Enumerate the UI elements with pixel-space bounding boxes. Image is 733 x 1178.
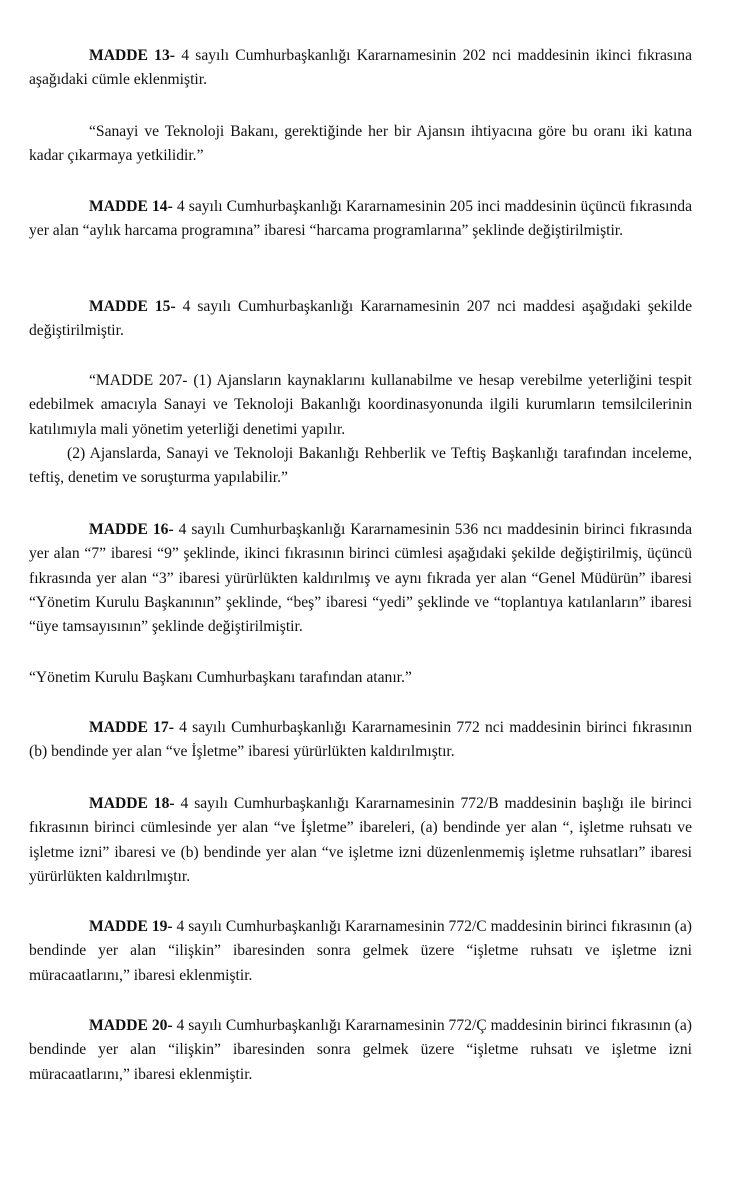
quote-text: “Sanayi ve Teknoloji Bakanı, gerektiğinde her bir Ajansın ihtiyacına göre bu oranı iki katına kadar çıkarmaya yetkilidir.” [29, 123, 692, 165]
article-14 [29, 195, 692, 244]
article-label: MADDE 13- [89, 47, 175, 64]
article-text: 4 sayılı Cumhurbaşkanlığı Kararnamesinin 205 inci maddesinin üçüncü fıkrasında yer alan “aylık harcama programına” ibaresi “harcama programlarına” şeklinde değiştirilmiştir. [29, 198, 692, 240]
article-text: 4 sayılı Cumhurbaşkanlığı Kararnamesinin 772/C maddesinin birinci fıkrasının (a) bendinde yer alan “ilişkin” ibaresinden sonra gelmek üzere “işletme ruhsatı ve işletme izni müracaatlarını,” ibaresi eklenmiştir. [29, 918, 692, 984]
article-text: 4 sayılı Cumhurbaşkanlığı Kararnamesinin 202 nci maddesinin ikinci fıkrasına aşağıdaki cümle eklenmiştir. [29, 47, 692, 89]
article-17 [29, 716, 692, 765]
article-label: MADDE 19- [89, 918, 173, 935]
article-label: MADDE 20- [89, 1017, 173, 1034]
article-16 [29, 518, 692, 639]
article-label: MADDE 15- [89, 298, 176, 315]
article-text: 4 sayılı Cumhurbaşkanlığı Kararnamesinin 207 nci maddesi aşağıdaki şekilde değiştirilmiştir. [29, 298, 692, 340]
quote-paragraph-1: “MADDE 207- (1) Ajansların kaynaklarını kullanabilme ve hesap verebilme yeterliğini tespit edebilmek amacıyla Sanayi ve Teknoloji Bakanlığı koordinasyonunda ilgili kurumların temsilcilerinin katılımıyla mali yönetim yeterliği denetimi yapılır. [29, 372, 692, 438]
article-19 [29, 915, 692, 988]
quote-16 [29, 666, 692, 690]
article-label: MADDE 18- [89, 795, 175, 812]
article-18 [29, 792, 692, 889]
article-text: 4 sayılı Cumhurbaşkanlığı Kararnamesinin 772 nci maddesinin birinci fıkrasının (b) bendinde yer alan “ve İşletme” ibaresi yürürlükten kaldırılmıştır. [29, 719, 692, 761]
article-13 [29, 44, 692, 93]
article-label: MADDE 14- [89, 198, 173, 215]
quote-13 [29, 120, 692, 169]
quote-paragraph-2: (2) Ajanslarda, Sanayi ve Teknoloji Bakanlığı Rehberlik ve Teftiş Başkanlığı tarafından inceleme, teftiş, denetim ve soruşturma yapılabilir.” [29, 444, 692, 487]
quote-15 [29, 369, 692, 490]
article-label: MADDE 17- [89, 719, 174, 736]
article-15 [29, 295, 692, 344]
article-label: MADDE 16- [89, 521, 174, 538]
quote-text: “Yönetim Kurulu Başkanı Cumhurbaşkanı tarafından atanır.” [29, 669, 412, 686]
article-text: 4 sayılı Cumhurbaşkanlığı Kararnamesinin 772/Ç maddesinin birinci fıkrasının (a) bendinde yer alan “ilişkin” ibaresinden sonra gelmek üzere “işletme ruhsatı ve işletme izni müracaatlarını,” ibaresi eklenmiştir. [29, 1017, 692, 1083]
article-20 [29, 1014, 692, 1087]
article-text: 4 sayılı Cumhurbaşkanlığı Kararnamesinin 536 ncı maddesinin birinci fıkrasında yer alan “7” ibaresi “9” şeklinde, ikinci fıkrasının birinci cümlesi aşağıdaki şekilde değiştirilmiş, üçüncü fıkrasında yer alan “3” ibaresi yürürlükten kaldırılmış ve aynı fıkrada yer alan “Genel Müdürün” ibaresi “Yönetim Kurulu Başkanının” şeklinde, “beş” ibaresi “yedi” şeklinde ve “toplantıya katılanların” ibaresi “üye tamsayısının” şeklinde değiştirilmiştir. [29, 521, 693, 636]
article-text: 4 sayılı Cumhurbaşkanlığı Kararnamesinin 772/B maddesinin başlığı ile birinci fıkrasının birinci cümlesinde yer alan “ve İşletme” ibareleri, (a) bendinde yer alan “, işletme ruhsatı ve işletme izni” ibaresi ve (b) bendinde yer alan “ve işletme izni düzenlenmemiş işletme ruhsatları” ibaresi yürürlükten kaldırılmıştır. [29, 795, 692, 885]
